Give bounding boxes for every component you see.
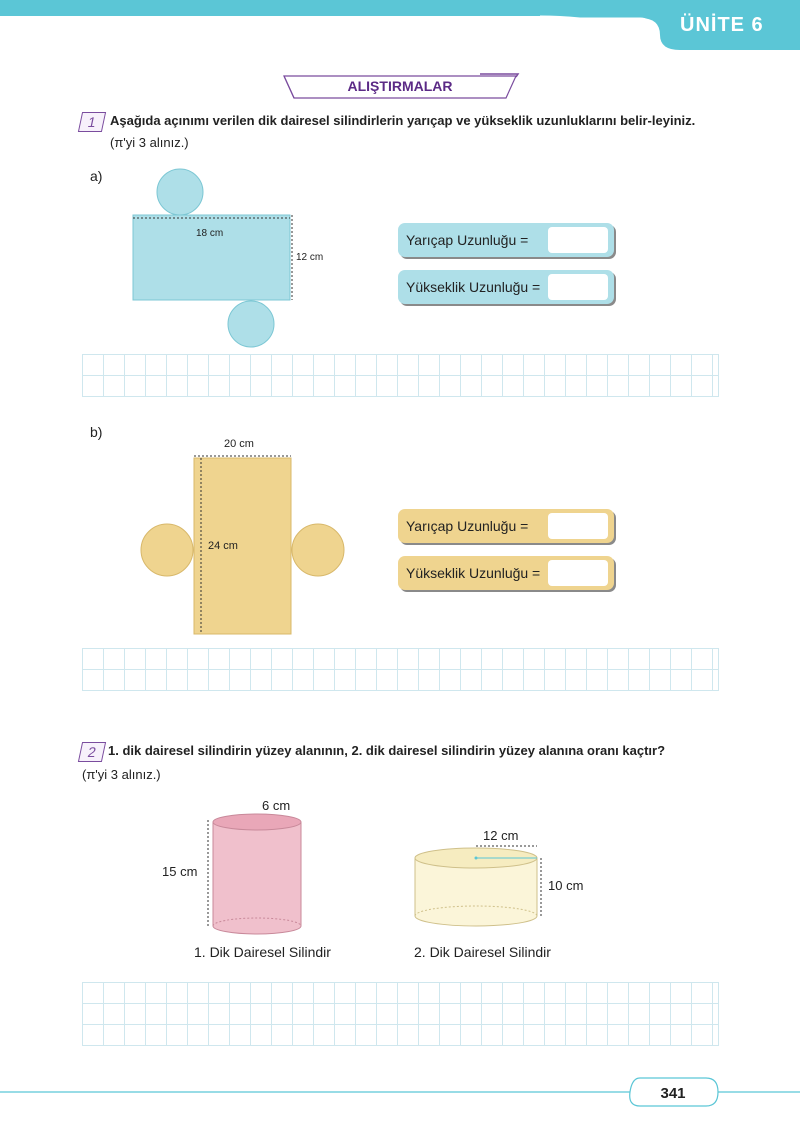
cylinder-1-drawing bbox=[200, 808, 310, 938]
cylinder-1-radius-label: 6 cm bbox=[262, 798, 291, 813]
radius-answer-field[interactable] bbox=[548, 513, 608, 539]
question-2-number: 2 bbox=[78, 742, 106, 762]
page-number: 341 bbox=[660, 1085, 686, 1102]
unit-title: ÜNİTE 6 bbox=[680, 14, 764, 36]
cylinder-1-height-label: 15 cm bbox=[162, 864, 198, 879]
cylinder-2-caption: 2. Dik Dairesel Silindir bbox=[414, 944, 551, 960]
height-answer-field[interactable] bbox=[548, 560, 608, 586]
net-b-height-label: 24 cm bbox=[208, 540, 238, 552]
part-b-height-answer-box bbox=[398, 556, 614, 590]
net-a-bottom-circle bbox=[228, 301, 274, 347]
height-answer-label: Yükseklik Uzunluğu = bbox=[406, 279, 541, 295]
height-answer-label: Yükseklik Uzunluğu = bbox=[406, 565, 541, 581]
cylinder-1-caption: 1. Dik Dairesel Silindir bbox=[194, 944, 331, 960]
radius-answer-field[interactable] bbox=[548, 227, 608, 253]
question-1-bold-text: Aşağıda açınımı verilen dik dairesel silindirlerin yarıçap ve yükseklik uzunluklarını belir-leyiniz. bbox=[110, 113, 696, 128]
net-a-top-circle bbox=[157, 169, 203, 215]
cylinder-2-drawing bbox=[405, 840, 550, 940]
net-b-right-circle bbox=[292, 524, 344, 576]
work-grid-b[interactable] bbox=[82, 648, 719, 691]
net-a-height-label: 12 cm bbox=[296, 252, 324, 263]
height-answer-field[interactable] bbox=[548, 274, 608, 300]
net-b-width-label: 20 cm bbox=[224, 438, 254, 450]
net-a-width-label: 18 cm bbox=[196, 228, 224, 239]
section-title: ALIŞTIRMALAR bbox=[347, 78, 453, 94]
question-2-bold-text: 1. dik dairesel silindirin yüzey alanının, 2. dik dairesel silindirin yüzey alanına oranı kaçtır? bbox=[108, 743, 666, 758]
cylinder-2-radius-label: 12 cm bbox=[483, 828, 519, 843]
question-2-text bbox=[108, 740, 728, 762]
part-a-radius-answer-box bbox=[398, 223, 614, 257]
cylinder-net-b bbox=[135, 450, 355, 640]
question-1-note: (π'yi 3 alınız.) bbox=[110, 135, 189, 150]
radius-answer-label: Yarıçap Uzunluğu = bbox=[406, 518, 529, 534]
question-1-text bbox=[110, 110, 720, 154]
radius-answer-label: Yarıçap Uzunluğu = bbox=[406, 232, 529, 248]
net-b-left-circle bbox=[141, 524, 193, 576]
work-grid-q2[interactable] bbox=[82, 982, 719, 1046]
question-2-note: (π'yi 3 alınız.) bbox=[82, 767, 161, 782]
work-grid-a[interactable] bbox=[82, 354, 719, 397]
cylinder-2-height-label: 10 cm bbox=[548, 878, 584, 893]
part-b-radius-answer-box bbox=[398, 509, 614, 543]
part-a-label: a) bbox=[90, 168, 103, 184]
part-a-height-answer-box bbox=[398, 270, 614, 304]
question-1-number: 1 bbox=[78, 112, 106, 132]
part-b-label: b) bbox=[90, 424, 103, 440]
